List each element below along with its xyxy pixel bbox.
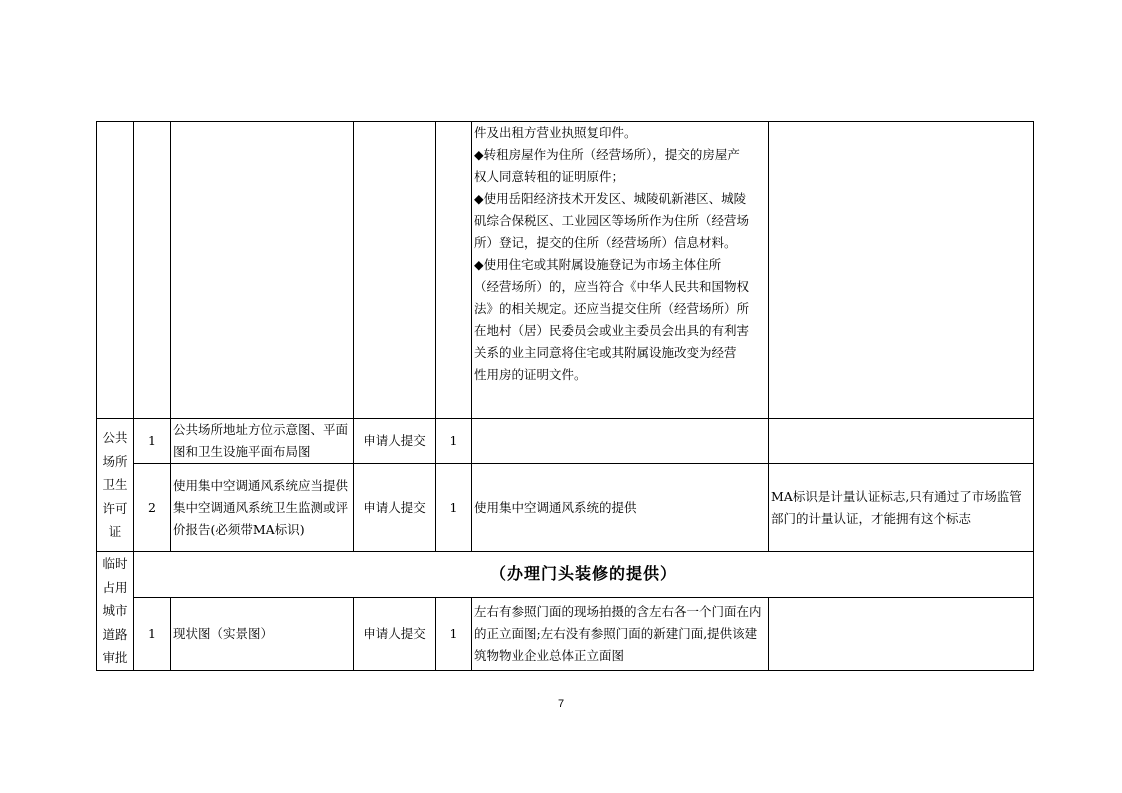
table-row bbox=[97, 464, 1034, 552]
source-cell: 申请人提交 bbox=[354, 597, 436, 670]
no-cell: 1 bbox=[134, 419, 171, 464]
requirement-line: 件及出租方营业执照复印件。 bbox=[474, 125, 637, 140]
category-road-occupation: 临时占用城市道路审批 bbox=[97, 552, 134, 671]
requirement-line: 所）登记，提交的住所（经营场所）信息材料。 bbox=[474, 235, 737, 250]
materials-table bbox=[96, 121, 1034, 671]
requirement-line: ◆使用住宅或其附属设施登记为市场主体住所 bbox=[474, 257, 722, 272]
requirement-line: ◆转租房屋作为住所（经营场所），提交的房屋产 bbox=[474, 147, 740, 162]
copies-cell bbox=[436, 122, 472, 419]
section-row bbox=[97, 552, 1034, 598]
table-row bbox=[97, 597, 1034, 670]
requirement-line: 法》的相关规定。还应当提交住所（经营场所）所 bbox=[474, 301, 750, 316]
requirement-line: （经营场所）的，应当符合《中华人民共和国物权 bbox=[474, 279, 750, 294]
requirement-cell bbox=[472, 122, 769, 419]
note-cell: MA标识是计量认证标志,只有通过了市场监管部门的计量认证，才能拥有这个标志 bbox=[769, 464, 1034, 552]
page-number: 7 bbox=[557, 698, 565, 710]
note-cell bbox=[769, 597, 1034, 670]
no-cell bbox=[134, 122, 171, 419]
category-cell bbox=[97, 122, 134, 419]
requirement-line: 性用房的证明文件。 bbox=[474, 367, 587, 382]
copies-cell: 1 bbox=[436, 419, 472, 464]
requirement-cell: 使用集中空调通风系统的提供 bbox=[472, 464, 769, 552]
requirement-cell: 左右有参照门面的现场拍摄的含左右各一个门面在内的正立面图;左右没有参照门面的新建门面,提供该建筑物物业企业总体正立面图 bbox=[472, 597, 769, 670]
material-cell: 现状图（实景图） bbox=[171, 597, 354, 670]
source-cell: 申请人提交 bbox=[354, 419, 436, 464]
no-cell: 1 bbox=[134, 597, 171, 670]
source-cell bbox=[354, 122, 436, 419]
requirement-line: ◆使用岳阳经济技术开发区、城陵矶新港区、城陵 bbox=[474, 191, 747, 206]
material-cell bbox=[171, 122, 354, 419]
no-cell: 2 bbox=[134, 464, 171, 552]
section-title: （办理门头装修的提供） bbox=[134, 552, 1034, 598]
category-public-health: 公共场所卫生许可证 bbox=[97, 419, 134, 552]
requirement-line: 矶综合保税区、工业园区等场所作为住所（经营场 bbox=[474, 213, 750, 228]
note-cell bbox=[769, 419, 1034, 464]
requirement-cell bbox=[472, 419, 769, 464]
requirement-line: 在地村（居）民委员会或业主委员会出具的有利害 bbox=[474, 323, 750, 338]
material-cell: 公共场所地址方位示意图、平面图和卫生设施平面布局图 bbox=[171, 419, 354, 464]
copies-cell: 1 bbox=[436, 597, 472, 670]
source-cell: 申请人提交 bbox=[354, 464, 436, 552]
material-cell: 使用集中空调通风系统应当提供集中空调通风系统卫生监测或评价报告(必须带MA标识) bbox=[171, 464, 354, 552]
requirement-line: 关系的业主同意将住宅或其附属设施改变为经营 bbox=[474, 345, 737, 360]
continuation-row bbox=[97, 122, 1034, 419]
copies-cell: 1 bbox=[436, 464, 472, 552]
table-row bbox=[97, 419, 1034, 464]
requirement-line: 权人同意转租的证明原件； bbox=[474, 169, 625, 184]
note-cell bbox=[769, 122, 1034, 419]
